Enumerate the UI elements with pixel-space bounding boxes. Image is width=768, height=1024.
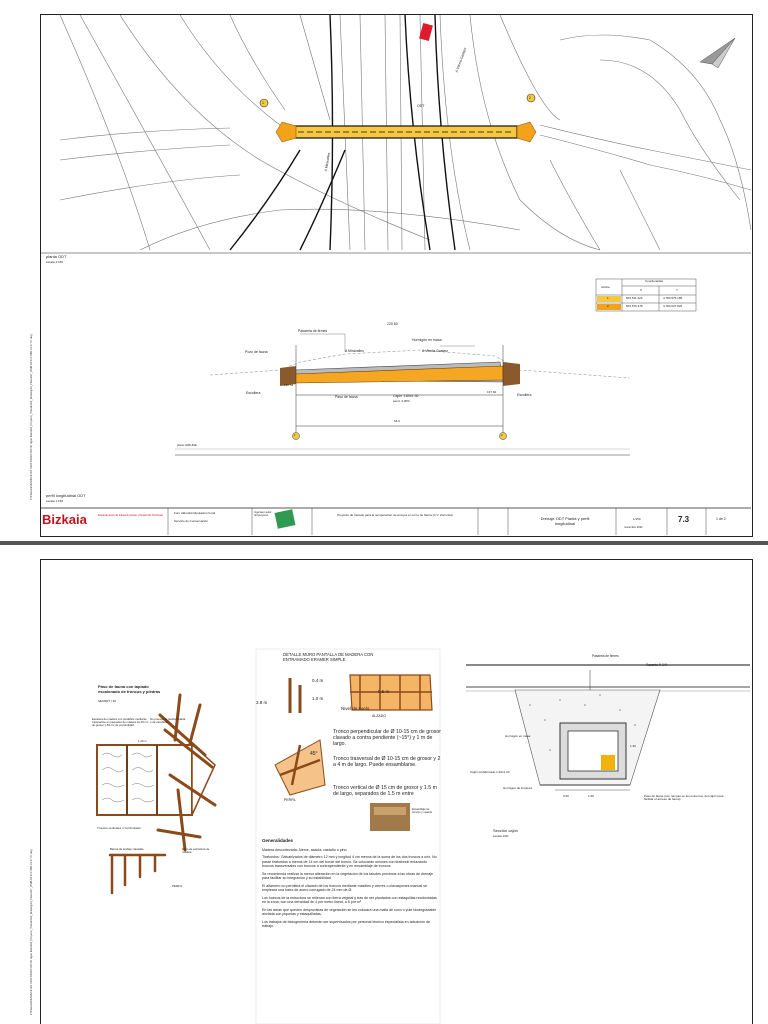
right-dim-w: 1.60 [588, 794, 594, 798]
coord-header-x: X [640, 288, 643, 292]
plan-road-label-right: A Vitoria-Gasteiz [454, 47, 468, 73]
title-service: Servicio de Conservación [174, 519, 209, 523]
right-cajon: Cajón prefabricado 1.60x1.30 [470, 770, 510, 774]
title-date: noviembre 2022 [624, 526, 643, 529]
right-hormigon-masa: Hormigón en masa [505, 734, 531, 738]
right-hormigon-limpieza: Hormigón de limpieza [503, 786, 533, 790]
profile-label-pozo-izq: Pozo de fauna [245, 350, 268, 354]
right-rasante: Rasante N 240 [646, 663, 668, 667]
drawing-sheet-2 [0, 545, 768, 1024]
plan-ref-marker: ODT [417, 104, 425, 108]
right-dim-b: 0.50 [563, 794, 569, 798]
title-scale: 1/150 [633, 517, 641, 521]
middle-photo-caption: Ensamblaje de troncos y materia [412, 808, 432, 814]
general-note-3: Se recomienda realizar la menor alteración en la vegetación de los taludes próximos a las obras de drenaje para facilitar su integración y su estabilidad. [262, 871, 433, 881]
general-note-1: Madera descortezada: Alerce, acacia, castaño o pino [262, 848, 347, 852]
profile-label-cota-der: 197.84 [487, 390, 497, 394]
profile-label-paso: Paso de fauna [335, 395, 358, 399]
left-detail-dim: 1.20 m [138, 739, 147, 743]
middle-alzado: ALZADO [372, 714, 387, 718]
plan-scale: escala 1:150 [46, 260, 64, 264]
title-plan: Drenaje ODT Planta y perfil longitudinal [540, 516, 590, 526]
plan-title: planta ODT [46, 254, 67, 259]
general-notes [262, 848, 438, 932]
profile-label-a-vitoria: A Vitoria-Gasteiz [422, 349, 449, 353]
middle-dim-04: 0.4 m [312, 678, 324, 683]
middle-tronco-2: Tronco trasversal de Ø 10-15 cm de grosor y 2 a 4 m de largo. Puede ensamblarse. [333, 756, 441, 768]
profile-label-escollera-izq: Escollera [246, 391, 261, 395]
profile-label-escollera-der: Escollera [517, 393, 532, 397]
title-sheet: 1 de 2 [716, 517, 726, 521]
profile-node-a: 1 [294, 433, 296, 437]
left-detail-note-3: No precisa de piedra rodada o de escollera [150, 717, 186, 725]
profile-label-cajon: Cajón 1.60x1.30 [393, 394, 419, 398]
right-escala: escala 1/20 [493, 834, 509, 838]
right-seccion: Sección cajón [493, 828, 518, 833]
plan-node-a: 1 [262, 101, 264, 105]
coord-row-2-x: 503.576.375 [626, 304, 643, 308]
file-path-label: P:\Planos\2022\06\CE 001 0002 000000 000 00 Ugao Ibarra\02_Proyecto_Trazado\02_Drawings\4_Planos\07_2\MB-04 972 OBR-01 07 07.dwg [30, 849, 33, 1015]
middle-tronco-3: Tronco vertical de Ø 15 cm de grosor y 1.5 m de largo, separados de 1.5 m entre [333, 785, 437, 797]
left-detail-code: SECRET / 30 [98, 699, 116, 703]
coord-row-1-x: 503.511.423 [626, 296, 643, 300]
middle-dim-38: 3.8 m [256, 700, 268, 705]
plan-node-b: 2 [529, 96, 531, 100]
general-title: Generalidades [262, 838, 294, 843]
middle-dim-10: 1.0 m [312, 696, 324, 701]
left-detail-perfil: PERFIL [172, 884, 183, 888]
profile-label-cota-top: 220.50 [387, 322, 398, 326]
coord-row-2-y: 4.784.637.822 [663, 304, 683, 308]
bizkaia-logo [42, 512, 87, 527]
coord-header-coords: Coordenadas [645, 279, 664, 283]
general-note-4: El alfarnero no permitirá el clavado de los troncos mediante mástiles y cierres o clavaspones manual se empleará una barra de acero corrugado de 24 mm de Ø. [262, 883, 427, 893]
general-note-7: Los trabajos de bioingeniería deberán ser supervisados por personal técnico especialista en actuación de trabajo. [262, 919, 431, 929]
profile-title: perfil longitudinal ODT [46, 493, 86, 498]
middle-dim-05: 0.5 m [378, 689, 390, 694]
left-detail-note-1: Escalera de madera con peldaños mediante travesaños en paquetes de madera de 25 cm de grosor y 50 cm de profundidad [92, 717, 149, 728]
bizkaia-logo-text: Bizkaia [42, 512, 87, 527]
middle-tronco-1: Tronco perpendicular de Ø 10-15 cm de grosor clavado a contra pendiente (~15°) y 1 m de largo. [333, 729, 441, 747]
right-pasarela: Pasarela de firmes [592, 654, 619, 658]
middle-nivel: Nivel de suelo [341, 706, 370, 711]
general-note-6: En las áreas que queden desprovistas de vegetación se les colocará una malla de coco o yute biodegradable anclada con piquetas y estaquilladas. [262, 907, 437, 917]
file-path-label: P:\Planos\2022\06\CE 001 0002 000000 000 00 Ugao Ibarra\02_Proyecto_Trazado\02_Drawings\4_Planos\07_2\MB-04 972 OBR-01 07 07.dwg [30, 334, 33, 500]
profile-label-cota-izq: 198.54 [284, 383, 294, 387]
coord-row-1-id: 1 [607, 296, 609, 300]
right-dim-h: 1.30 [630, 744, 636, 748]
left-detail-note-5: Muro de estructura de madera [182, 847, 210, 855]
middle-angle: 45° [310, 751, 318, 757]
plan-road-label-left: A Miravalles [323, 152, 332, 172]
general-note-5: Los huecos de la estructura se rellenan con tierra vegetal y tras de ser plantados con estaquillas recolectadas en la zona, con una densidad de 4 por metro lineal, a 8 por m². [262, 895, 437, 905]
profile-label-pasarela: Pasarela de firmes [298, 329, 328, 333]
title-org: Foru Aldundia Diputación Foral [174, 511, 216, 515]
profile-scale: escala 1:150 [46, 499, 64, 503]
left-detail-note-4: Barras de anclaje clavadas [110, 847, 144, 851]
left-detail-note-2: Troncos verticales o horizontales [97, 826, 141, 830]
profile-label-hormigon: Hormigón en masa [412, 338, 442, 342]
profile-plano-ref: plano HIRUDE [177, 443, 197, 447]
profile-label-pend: pend. 3.00% [393, 399, 410, 403]
coord-row-1-y: 4.784.575.185 [663, 296, 683, 300]
title-plan-number: 7.3 [678, 515, 690, 524]
general-note-2: Tirafondos: Galvanizados de diámetro 12 mm y longitud 4 cm menos de la suma de los dos troncos a unir. No pasar tirafondos a menos de 14 cm del borde del tronco. Se colocarán uniones con tirafondo enlazando troncos transversales con troncos a contrapendiente y en ensamblaje de troncos. [262, 855, 437, 869]
coord-row-2-id: 2 [607, 304, 609, 308]
middle-perfil: PERFIL [284, 798, 297, 802]
right-paso: Paso de fauna (con rampas en los extremos, del cajón para facilitar el acceso de fauna) [644, 794, 724, 802]
left-detail-title: Paso de fauna con tapiado escalonado de troncos y piedras [98, 684, 161, 694]
profile-node-b: 2 [501, 433, 503, 437]
title-author: Ingeniero autor del proyecto [254, 511, 272, 517]
title-dept: Departamento de Infraestructuras y Desarrollo Territorial [98, 514, 163, 517]
coord-header-vertex: vértice [601, 285, 610, 289]
middle-detail-title: DETALLE MURO PANTALLA DE MADERA CON ENTRAMADO KRAMER SIMPLE [283, 652, 374, 662]
title-project: Proyecto de trazado para la recuperación de arroyos en el río de Ibarra (C.V. Zornotza) [337, 513, 453, 517]
profile-label-long: 54.0 [394, 419, 400, 423]
profile-label-a-minor: A Miravalles [345, 349, 364, 353]
coord-header-y: Y [676, 288, 679, 292]
